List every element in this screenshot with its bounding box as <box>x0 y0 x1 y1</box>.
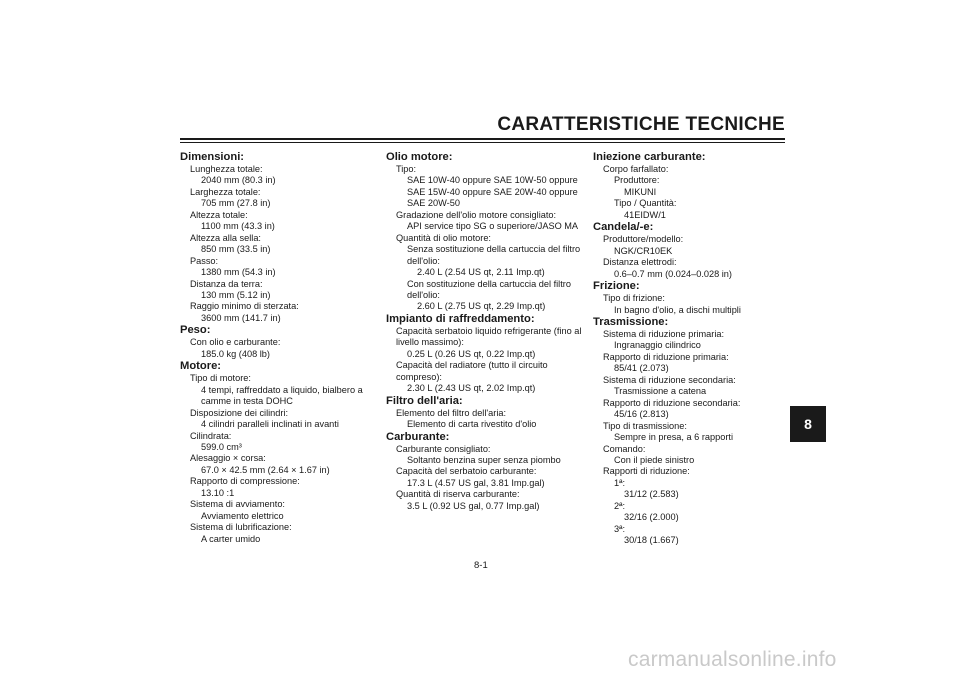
spec-line: Disposizione dei cilindri: <box>190 407 289 418</box>
spec-line: 4 cilindri paralleli inclinati in avanti <box>201 419 339 430</box>
spec-line: Comando: <box>603 443 646 454</box>
section-heading: Motore: <box>180 360 222 373</box>
section-heading: Peso: <box>180 324 211 337</box>
spec-line: 850 mm (33.5 in) <box>201 244 271 255</box>
watermark: carmanualsonline.info <box>628 648 837 671</box>
spec-line: 30/18 (1.667) <box>624 535 679 546</box>
spec-line: Rapporti di riduzione: <box>603 466 690 477</box>
spec-line: camme in testa DOHC <box>201 396 293 407</box>
spec-line: Cilindrata: <box>190 430 232 441</box>
spec-line: Larghezza totale: <box>190 186 261 197</box>
spec-line: Lunghezza totale: <box>190 164 263 174</box>
spec-line: Capacità del radiatore (tutto il circuito <box>396 360 548 371</box>
spec-line: Con olio e carburante: <box>190 337 281 348</box>
chapter-tab[interactable]: 8 <box>790 406 826 442</box>
spec-line: MIKUNI <box>624 186 657 197</box>
spec-line: 17.3 L (4.57 US gal, 3.81 Imp.gal) <box>407 477 545 488</box>
spec-line: Gradazione dell'olio motore consigliato: <box>396 209 557 220</box>
spec-line: Con sostituzione della cartuccia del filtro <box>407 278 571 289</box>
spec-column-3 <box>593 151 793 547</box>
spec-line: compreso): <box>396 371 442 382</box>
spec-line: In bagno d'olio, a dischi multipli <box>614 304 741 315</box>
spec-line: Tipo: <box>396 164 417 174</box>
spec-line: Sistema di riduzione primaria: <box>603 328 725 339</box>
spec-line: Tipo di frizione: <box>603 293 665 304</box>
spec-line: Avviamento elettrico <box>201 510 284 521</box>
spec-line: Rapporto di riduzione primaria: <box>603 351 729 362</box>
spec-line: Sistema di avviamento: <box>190 499 285 510</box>
section-heading: Olio motore: <box>386 151 453 163</box>
spec-line: Senza sostituzione della cartuccia del filtro <box>407 244 581 255</box>
spec-line: Soltanto benzina super senza piombo <box>407 454 561 465</box>
spec-line: Sistema di riduzione secondaria: <box>603 374 736 385</box>
spec-line: 31/12 (2.583) <box>624 489 679 500</box>
section-heading: Impianto di raffreddamento: <box>386 312 535 325</box>
spec-line: SAE 10W-40 oppure SAE 10W-50 oppure <box>407 175 578 186</box>
spec-line: 599.0 cm³ <box>201 441 242 452</box>
section-heading: Carburante: <box>386 430 450 443</box>
spec-line: SAE 20W-50 <box>407 198 460 209</box>
spec-line: 2ª: <box>614 500 626 511</box>
spec-line: Produttore/modello: <box>603 234 684 245</box>
spec-line: Sistema di lubrificazione: <box>190 522 292 533</box>
header-rule-thick <box>180 138 785 140</box>
spec-line: 13.10 :1 <box>201 487 235 498</box>
spec-line: dell'olio: <box>407 289 440 300</box>
page-number: 8-1 <box>474 560 488 571</box>
spec-line: Passo: <box>190 255 219 266</box>
page-title: CARATTERISTICHE TECNICHE <box>497 114 785 135</box>
spec-line: Quantità di olio motore: <box>396 232 491 243</box>
spec-line: 0.6–0.7 mm (0.024–0.028 in) <box>614 268 732 279</box>
spec-line: Tipo di motore: <box>190 373 251 384</box>
spec-line: 705 mm (27.8 in) <box>201 198 271 209</box>
spec-line: Capacità del serbatoio carburante: <box>396 466 537 477</box>
spec-line: A carter umido <box>201 533 261 544</box>
section-heading: Dimensioni: <box>180 151 245 163</box>
section-heading: Iniezione carburante: <box>593 151 706 163</box>
spec-line: 2.40 L (2.54 US qt, 2.11 Imp.qt) <box>417 267 545 278</box>
spec-line: Tipo di trasmissione: <box>603 420 687 431</box>
spec-line: 3ª: <box>614 523 626 534</box>
spec-line: dell'olio: <box>407 255 440 266</box>
spec-line: SAE 15W-40 oppure SAE 20W-40 oppure <box>407 186 578 197</box>
spec-line: 4 tempi, raffreddato a liquido, bialbero a <box>201 384 363 395</box>
spec-line: Distanza da terra: <box>190 278 263 289</box>
spec-line: NGK/CR10EK <box>614 245 673 256</box>
spec-line: 67.0 × 42.5 mm (2.64 × 1.67 in) <box>201 464 330 475</box>
spec-column-1 <box>180 151 380 545</box>
spec-line: 32/16 (2.000) <box>624 512 679 523</box>
spec-line: Ingranaggio cilindrico <box>614 340 701 351</box>
header-rule-thin <box>180 142 785 143</box>
spec-line: Raggio minimo di sterzata: <box>190 301 299 312</box>
spec-line: Rapporto di riduzione secondaria: <box>603 397 741 408</box>
section-heading: Filtro dell'aria: <box>386 394 463 407</box>
spec-line: Altezza alla sella: <box>190 232 261 243</box>
spec-line: 3600 mm (141.7 in) <box>201 312 281 323</box>
spec-line: Tipo / Quantità: <box>614 198 677 209</box>
spec-line: 130 mm (5.12 in) <box>201 289 271 300</box>
spec-line: 2.30 L (2.43 US qt, 2.02 Imp.qt) <box>407 383 536 394</box>
spec-line: Con il piede sinistro <box>614 454 695 465</box>
spec-line: Alesaggio × corsa: <box>190 453 266 464</box>
spec-line: Corpo farfallato: <box>603 164 669 174</box>
spec-line: Quantità di riserva carburante: <box>396 489 520 500</box>
spec-line: Trasmissione a catena <box>614 386 707 397</box>
spec-line: 45/16 (2.813) <box>614 409 669 420</box>
spec-line: 2.60 L (2.75 US qt, 2.29 Imp.qt) <box>417 301 546 312</box>
spec-line: Carburante consigliato: <box>396 443 491 454</box>
spec-line: Capacità serbatoio liquido refrigerante (fino al <box>396 325 582 336</box>
spec-line: 41EIDW/1 <box>624 209 666 220</box>
section-heading: Trasmissione: <box>593 315 669 328</box>
spec-line: Elemento del filtro dell'aria: <box>396 407 507 418</box>
spec-line: 85/41 (2.073) <box>614 363 669 374</box>
spec-line: 1100 mm (43.3 in) <box>201 221 275 232</box>
spec-line: Distanza elettrodi: <box>603 257 677 268</box>
spec-line: 2040 mm (80.3 in) <box>201 175 276 186</box>
spec-line: 3.5 L (0.92 US gal, 0.77 Imp.gal) <box>407 500 540 511</box>
spec-line: Elemento di carta rivestito d'olio <box>407 419 537 430</box>
spec-line: 185.0 kg (408 lb) <box>201 348 270 359</box>
spec-line: Sempre in presa, a 6 rapporti <box>614 432 733 443</box>
spec-line: Altezza totale: <box>190 209 248 220</box>
spec-line: Rapporto di compressione: <box>190 476 300 487</box>
spec-line: 1ª: <box>614 477 626 488</box>
spec-column-2 <box>386 151 586 512</box>
spec-line: livello massimo): <box>396 337 464 348</box>
spec-line: Produttore: <box>614 175 660 186</box>
section-heading: Frizione: <box>593 280 640 293</box>
spec-line: 0.25 L (0.26 US qt, 0.22 Imp.qt) <box>407 348 536 359</box>
spec-line: API service tipo SG o superiore/JASO MA <box>407 221 579 232</box>
spec-line: 1380 mm (54.3 in) <box>201 267 276 278</box>
section-heading: Candela/-e: <box>593 221 654 234</box>
